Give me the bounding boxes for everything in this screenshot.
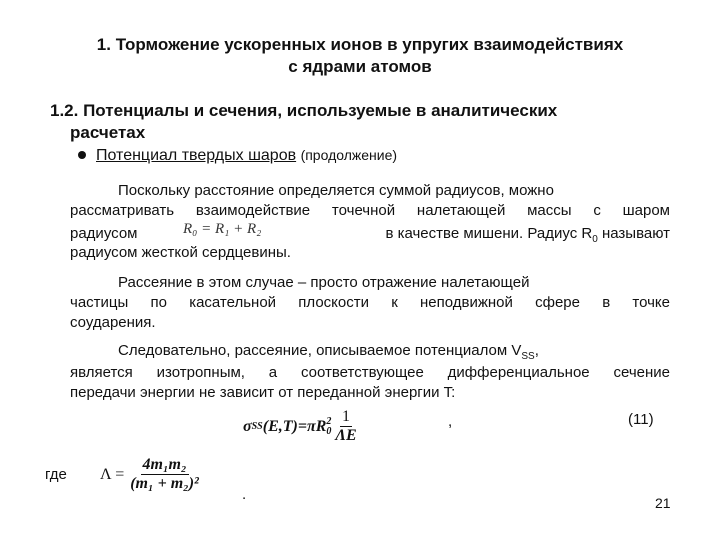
lambda-formula: [100, 456, 199, 493]
p3-line1-comma: ,: [534, 342, 539, 359]
lambda-fraction: [130, 456, 199, 493]
p2-line1: Рассеяние в этом случае – просто отражение налетающей: [118, 274, 530, 291]
bullet-icon: [78, 151, 86, 159]
where-label: где: [45, 466, 67, 483]
p3-line2: является изотропным, а соответствующее дифференциальное сечение: [70, 364, 670, 381]
lambda-lhs: Λ =: [100, 465, 125, 483]
lambda-dot: .: [242, 486, 247, 503]
p1-line3-text: в качестве мишени. Радиус R: [385, 225, 593, 242]
slide-title-line1: 1. Торможение ускоренных ионов в упругих взаимодействиях: [96, 35, 624, 54]
p1-line1: Поскольку расстояние определяется суммой радиусов, можно: [118, 182, 554, 199]
lambda-numerator: 4m₁m₂: [142, 456, 187, 473]
equation-comma: ,: [448, 413, 453, 430]
p1-line4: радиусом жесткой сердцевины.: [70, 244, 291, 261]
r-superscript: 2: [326, 415, 332, 427]
p3-line1-text: Следовательно, рассеяние, описываемое потенциалом V: [118, 342, 522, 359]
fraction-denominator: ΛE: [335, 427, 357, 444]
p1-line3-start: радиусом: [70, 225, 138, 242]
equation-fraction: [335, 408, 356, 445]
page-number: 21: [655, 495, 671, 511]
p2-line2: частицы по касательной плоскости к неподвижной сфере в точке: [70, 294, 670, 311]
slide-title-line2: с ядрами атомов: [288, 57, 432, 76]
r-subscript: 0: [326, 425, 332, 437]
equation-args: (E,T)=πR: [262, 417, 327, 435]
vss-subscript: SS: [521, 351, 535, 362]
p1-line3-tail: называют: [597, 225, 670, 242]
fraction-numerator: 1: [342, 408, 351, 425]
equation-11: [243, 408, 357, 445]
bullet-item: [96, 145, 397, 166]
section-heading-line1: 1.2. Потенциалы и сечения, используемые в аналитических: [50, 101, 558, 120]
p2-line3: соударения.: [70, 314, 156, 331]
section-heading-line2: расчетах: [70, 123, 146, 142]
radius-formula: R₀ = R₁ + R₂: [183, 221, 262, 237]
p3-line3: передачи энергии не зависит от переданной энергии T:: [70, 384, 456, 401]
bullet-label: Потенциал твердых шаров: [96, 147, 297, 164]
p1-line2: рассматривать взаимодействие точечной налетающей массы с шаром: [70, 202, 670, 219]
sigma-symbol: σ: [243, 417, 252, 435]
sigma-subscript: SS: [251, 421, 263, 432]
lambda-denominator: (m₁ + m₂)²: [130, 475, 199, 492]
r0-subscript: 0: [592, 234, 598, 245]
equation-number: (11): [628, 411, 654, 428]
bullet-suffix: (продолжение): [300, 147, 398, 163]
